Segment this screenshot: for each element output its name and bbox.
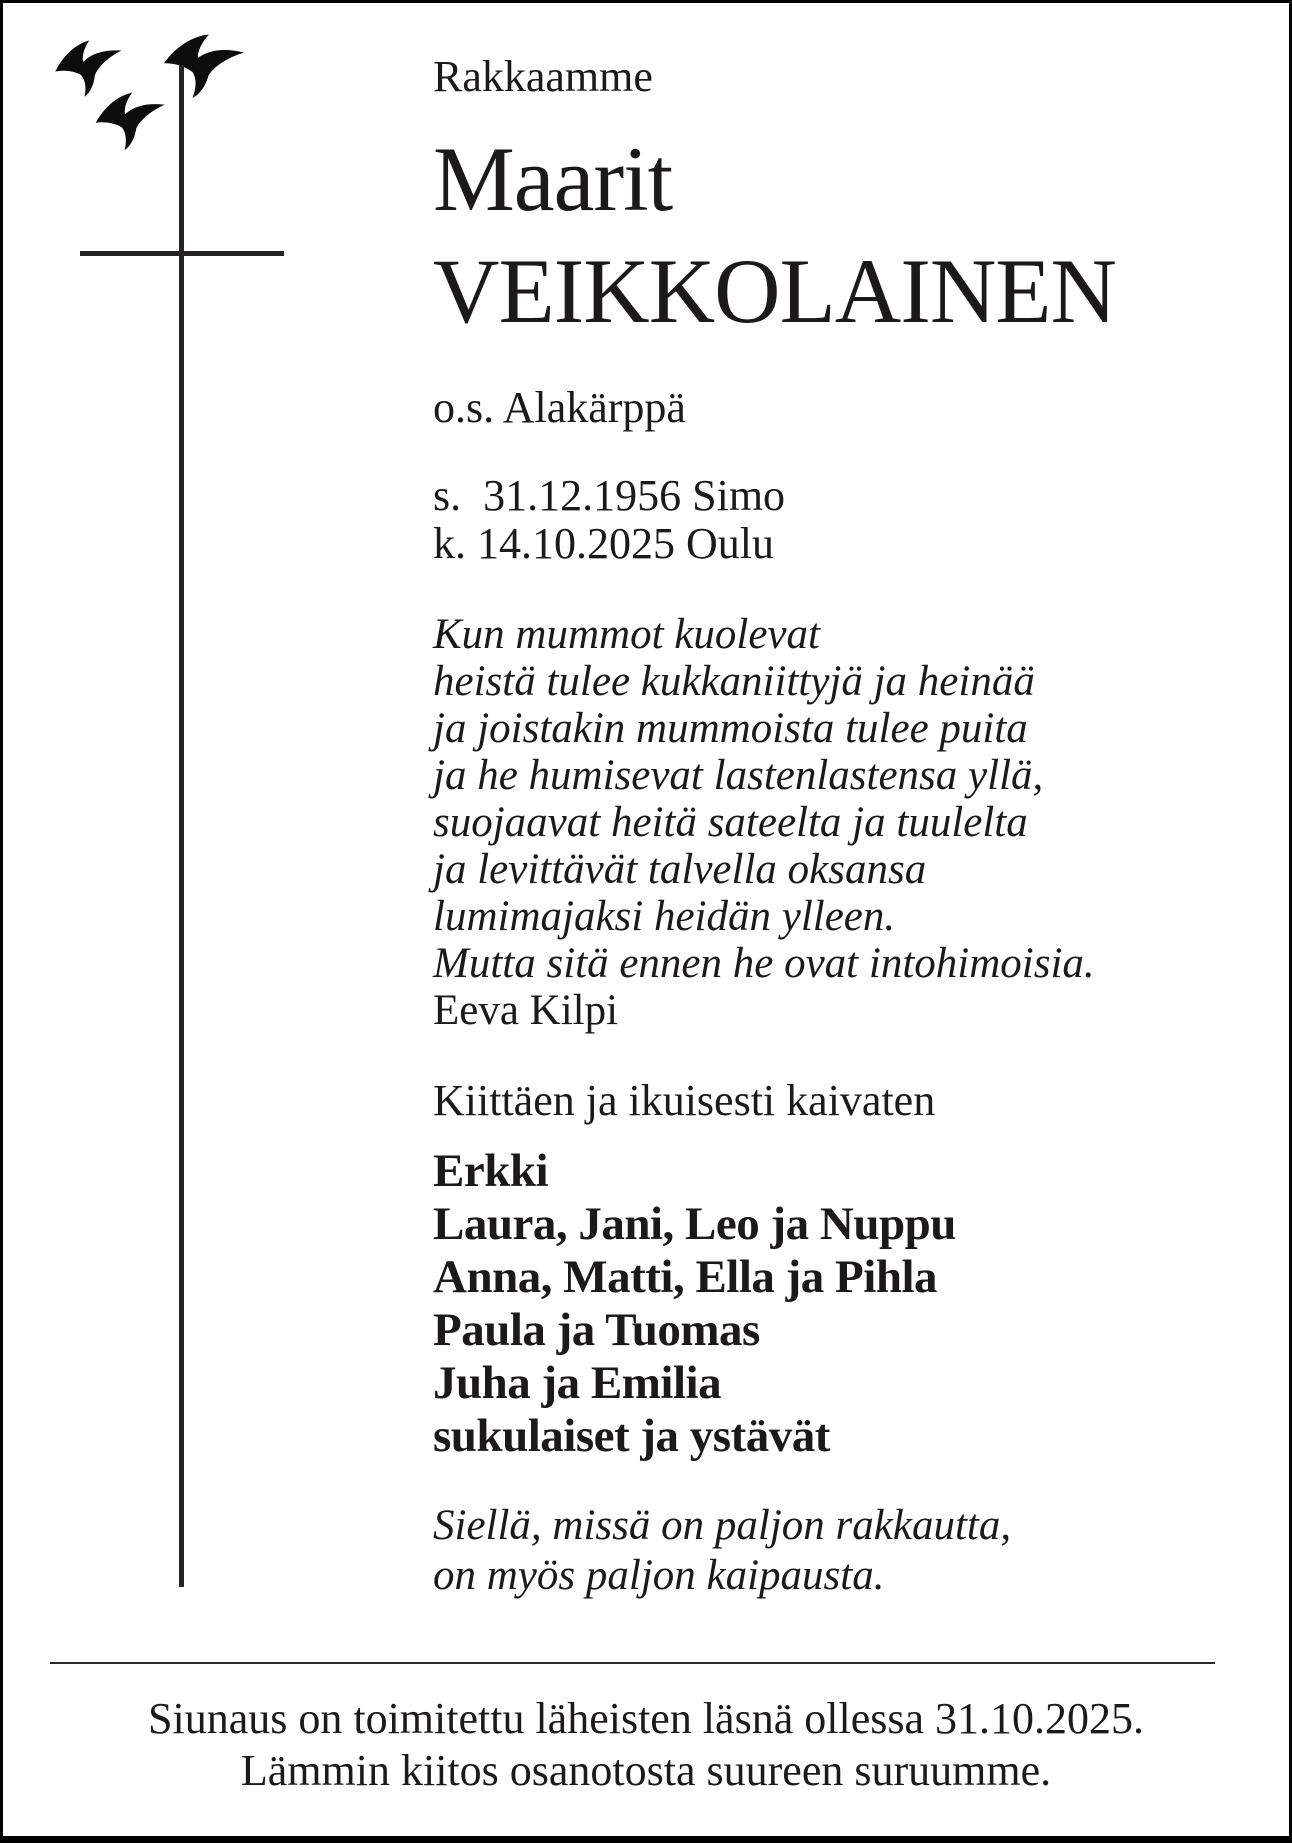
deceased-name xyxy=(433,123,1116,347)
footer-line: Lämmin kiitos osanotosta suureen suruumme. xyxy=(240,1746,1052,1795)
poem-line: heistä tulee kukkaniittyjä ja heinää xyxy=(433,658,1035,705)
deceased-first-name: Maarit xyxy=(433,128,673,230)
mourner-line: Laura, Jani, Leo ja Nuppu xyxy=(433,1198,956,1250)
footer-acknowledgement xyxy=(3,1693,1289,1797)
mourners-list xyxy=(433,1145,956,1463)
poem-line: Mutta sitä ennen he ovat intohimoisia. xyxy=(433,940,1095,987)
birth-date: s. 31.12.1956 Simo xyxy=(433,471,786,520)
memorial-cross-icon xyxy=(179,65,184,1587)
footer-line: Siunaus on toimitettu läheisten läsnä ollessa 31.10.2025. xyxy=(148,1694,1144,1743)
life-dates xyxy=(433,472,785,568)
separator-rule xyxy=(50,1662,1215,1664)
mourner-line: Erkki xyxy=(433,1145,549,1197)
mourners-intro: Kiittäen ja ikuisesti kaivaten xyxy=(433,1076,936,1125)
deceased-last-name: VEIKKOLAINEN xyxy=(433,240,1116,342)
poem-line: lumimajaksi heidän ylleen. xyxy=(433,893,896,940)
flying-birds-icon xyxy=(39,19,253,157)
mourner-line: Paula ja Tuomas xyxy=(433,1304,760,1356)
poem-line: suojaavat heitä sateelta ja tuulelta xyxy=(433,799,1028,846)
closing-line: on myös paljon kaipausta. xyxy=(433,1552,885,1599)
closing-line: Siellä, missä on paljon rakkautta, xyxy=(433,1502,1012,1549)
poem-line: ja he humisevat lastenlastensa yllä, xyxy=(433,752,1044,799)
maiden-name: o.s. Alakärppä xyxy=(433,383,686,432)
poem-author: Eeva Kilpi xyxy=(433,987,619,1034)
memorial-poem xyxy=(433,611,1095,1034)
intro-word: Rakkaamme xyxy=(433,52,653,101)
mourner-line: Juha ja Emilia xyxy=(433,1357,722,1409)
poem-line: ja levittävät talvella oksansa xyxy=(433,846,927,893)
mourner-line: sukulaiset ja ystävät xyxy=(433,1410,830,1462)
memorial-cross-bar xyxy=(80,251,284,256)
poem-line: ja joistakin mummoista tulee puita xyxy=(433,705,1028,752)
mourner-line: Anna, Matti, Ella ja Pihla xyxy=(433,1251,938,1303)
poem-line: Kun mummot kuolevat xyxy=(433,611,820,658)
closing-verse xyxy=(433,1501,1011,1601)
death-date: k. 14.10.2025 Oulu xyxy=(433,519,774,568)
